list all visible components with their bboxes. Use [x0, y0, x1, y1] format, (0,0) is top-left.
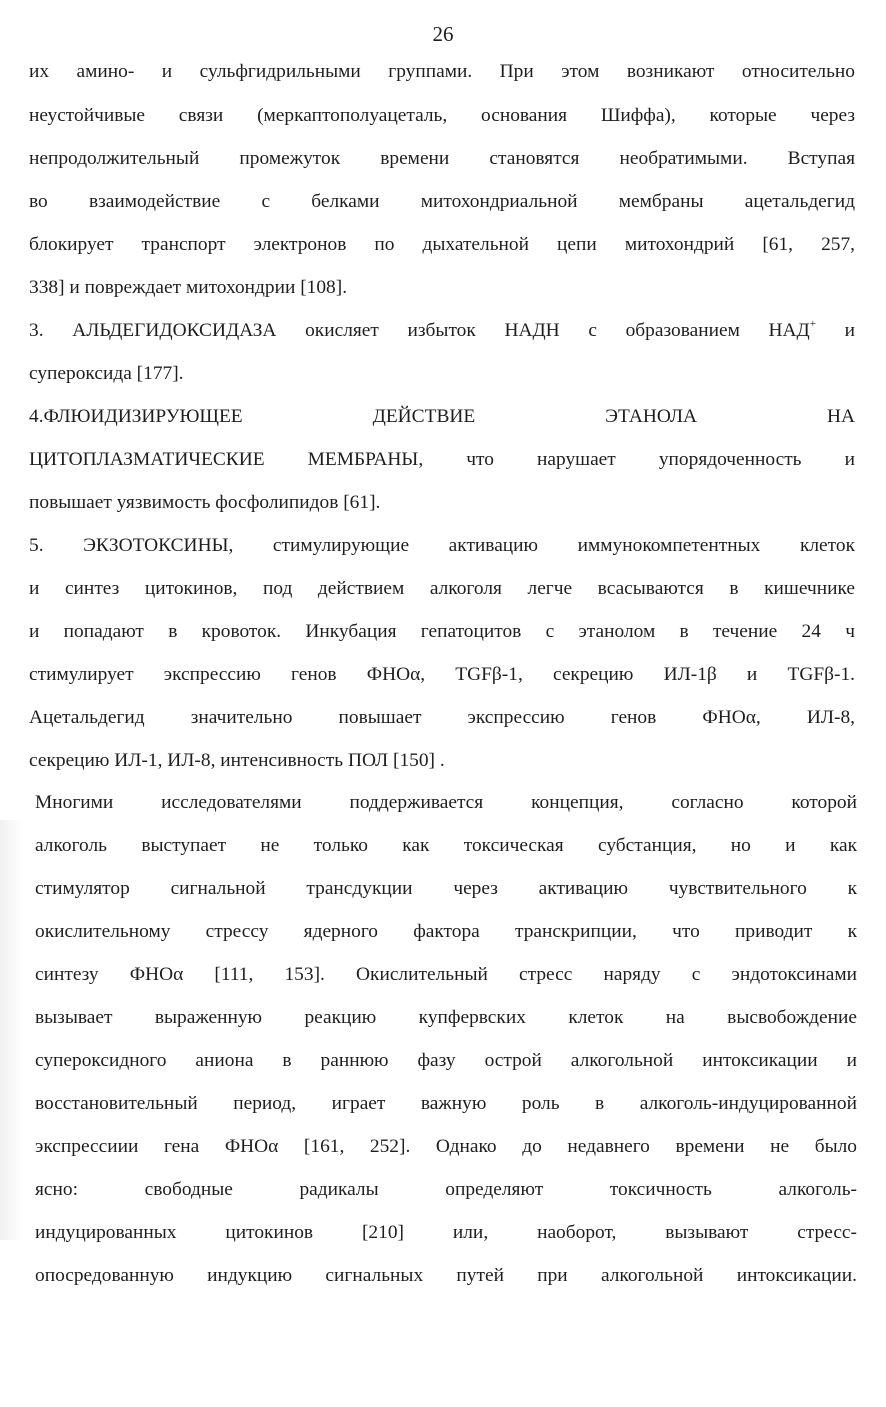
text-line-with-superscript — [29, 318, 855, 344]
text-line-main: 3. АЛЬДЕГИДОКСИДАЗА окисляет избыток НАДН с образованием НАД — [29, 320, 810, 341]
text-line: блокирует транспорт электронов по дыхательной цепи митохондрий [61, 257, — [29, 234, 855, 255]
text-line: алкоголь выступает не только как токсическая субстанция, но и как — [35, 835, 857, 856]
text-line: ясно: свободные радикалы определяют токсичность алкоголь- — [35, 1179, 857, 1200]
text-line: опосредованную индукцию сигнальных путей при алкогольной интоксикации. — [35, 1265, 857, 1286]
text-line: и синтез цитокинов, под действием алкоголя легче всасываются в кишечнике — [29, 578, 855, 599]
heading-line: 4.ФЛЮИДИЗИРУЮЩЕЕ ДЕЙСТВИЕ ЭТАНОЛА НА — [29, 406, 855, 427]
text-line: во взаимодействие с белками митохондриальной мембраны ацетальдегид — [29, 191, 855, 212]
text-line: восстановительный период, играет важную роль в алкоголь-индуцированной — [35, 1093, 857, 1114]
text-line: окислительному стрессу ядерного фактора транскрипции, что приводит к — [35, 921, 857, 942]
text-line: супероксида [177]. — [29, 363, 184, 384]
text-line: Многими исследователями поддерживается концепция, согласно которой — [35, 792, 857, 813]
text-line: секрецию ИЛ-1, ИЛ-8, интенсивность ПОЛ [150] . — [29, 750, 445, 771]
text-line: Ацетальдегид значительно повышает экспрессию генов ФНОα, ИЛ-8, — [29, 707, 855, 728]
text-line-tail: и — [815, 320, 855, 341]
scan-gutter-shadow — [0, 820, 22, 1240]
text-line: непродолжительный промежуток времени становятся необратимыми. Вступая — [29, 148, 855, 169]
text-line: стимулятор сигнальной трансдукции через активацию чувствительного к — [35, 878, 857, 899]
text-line: 338] и повреждает митохондрии [108]. — [29, 277, 348, 298]
text-line: экспрессиии гена ФНОα [161, 252]. Однако до недавнего времени не было — [35, 1136, 857, 1157]
text-line: супероксидного аниона в раннюю фазу острой алкогольной интоксикации и — [35, 1050, 857, 1071]
text-line: их амино- и сульфгидрильными группами. При этом возникают относительно — [29, 61, 855, 82]
superscript-plus: + — [809, 318, 816, 330]
text-line: и попадают в кровоток. Инкубация гепатоцитов с этанолом в течение 24 ч — [29, 621, 855, 642]
text-line: неустойчивые связи (меркаптополуацеталь, основания Шиффа), которые через — [29, 105, 855, 126]
text-line: синтезу ФНОα [111, 153]. Окислительный стресс наряду с эндотоксинами — [35, 964, 857, 985]
text-line: ЦИТОПЛАЗМАТИЧЕСКИЕ МЕМБРАНЫ, что нарушает упорядоченность и — [29, 449, 855, 470]
text-line: вызывает выраженную реакцию купфервских клеток на высвобождение — [35, 1007, 857, 1028]
text-line: индуцированных цитокинов [210] или, наоборот, вызывают стресс- — [35, 1222, 857, 1243]
text-line: стимулирует экспрессию генов ФНОα, TGFβ-1, секрецию ИЛ-1β и TGFβ-1. — [29, 664, 855, 685]
text-line: 5. ЭКЗОТОКСИНЫ, стимулирующие активацию иммунокомпетентных клеток — [29, 535, 855, 556]
page-number: 26 — [432, 22, 454, 46]
text-line: повышает уязвимость фосфолипидов [61]. — [29, 492, 381, 513]
